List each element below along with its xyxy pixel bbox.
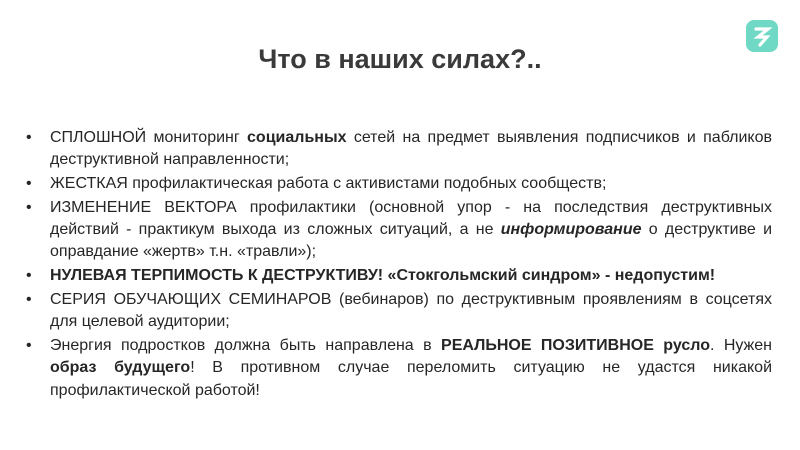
bullet-list [26,127,772,404]
slide-title: Что в наших силах?.. [258,44,542,74]
bullet-item: • СПЛОШНОЙ мониторинг социальных сетей на предмет выявления подписчиков и пабликов деструктивной направленности; [26,127,772,172]
bullet-item: • СЕРИЯ ОБУЧАЮЩИХ СЕМИНАРОВ (вебинаров) по деструктивным проявлениям в соцсетях для целевой аудитории; [26,289,772,334]
bullet-item: • НУЛЕВАЯ ТЕРПИМОСТЬ К ДЕСТРУКТИВУ! «Стокгольмский синдром» - недопустим! [26,265,772,287]
bullet-item: • ЖЕСТКАЯ профилактическая работа с активистами подобных сообществ; [26,173,772,195]
bullet-item: • ИЗМЕНЕНИЕ ВЕКТОРА профилактики (основной упор - на последствия деструктивных действий - практикум выхода из сложных ситуаций, а не информирование о деструктиве и оправдание «жертв» т.н. «травли»); [26,197,772,264]
z-logo-icon [746,20,778,52]
bullet-item: • Энергия подростков должна быть направлена в РЕАЛЬНОЕ ПОЗИТИВНОЕ русло. Нужен образ будущего! В противном случае переломить ситуацию не удастся никакой профилактической работой! [26,335,772,402]
